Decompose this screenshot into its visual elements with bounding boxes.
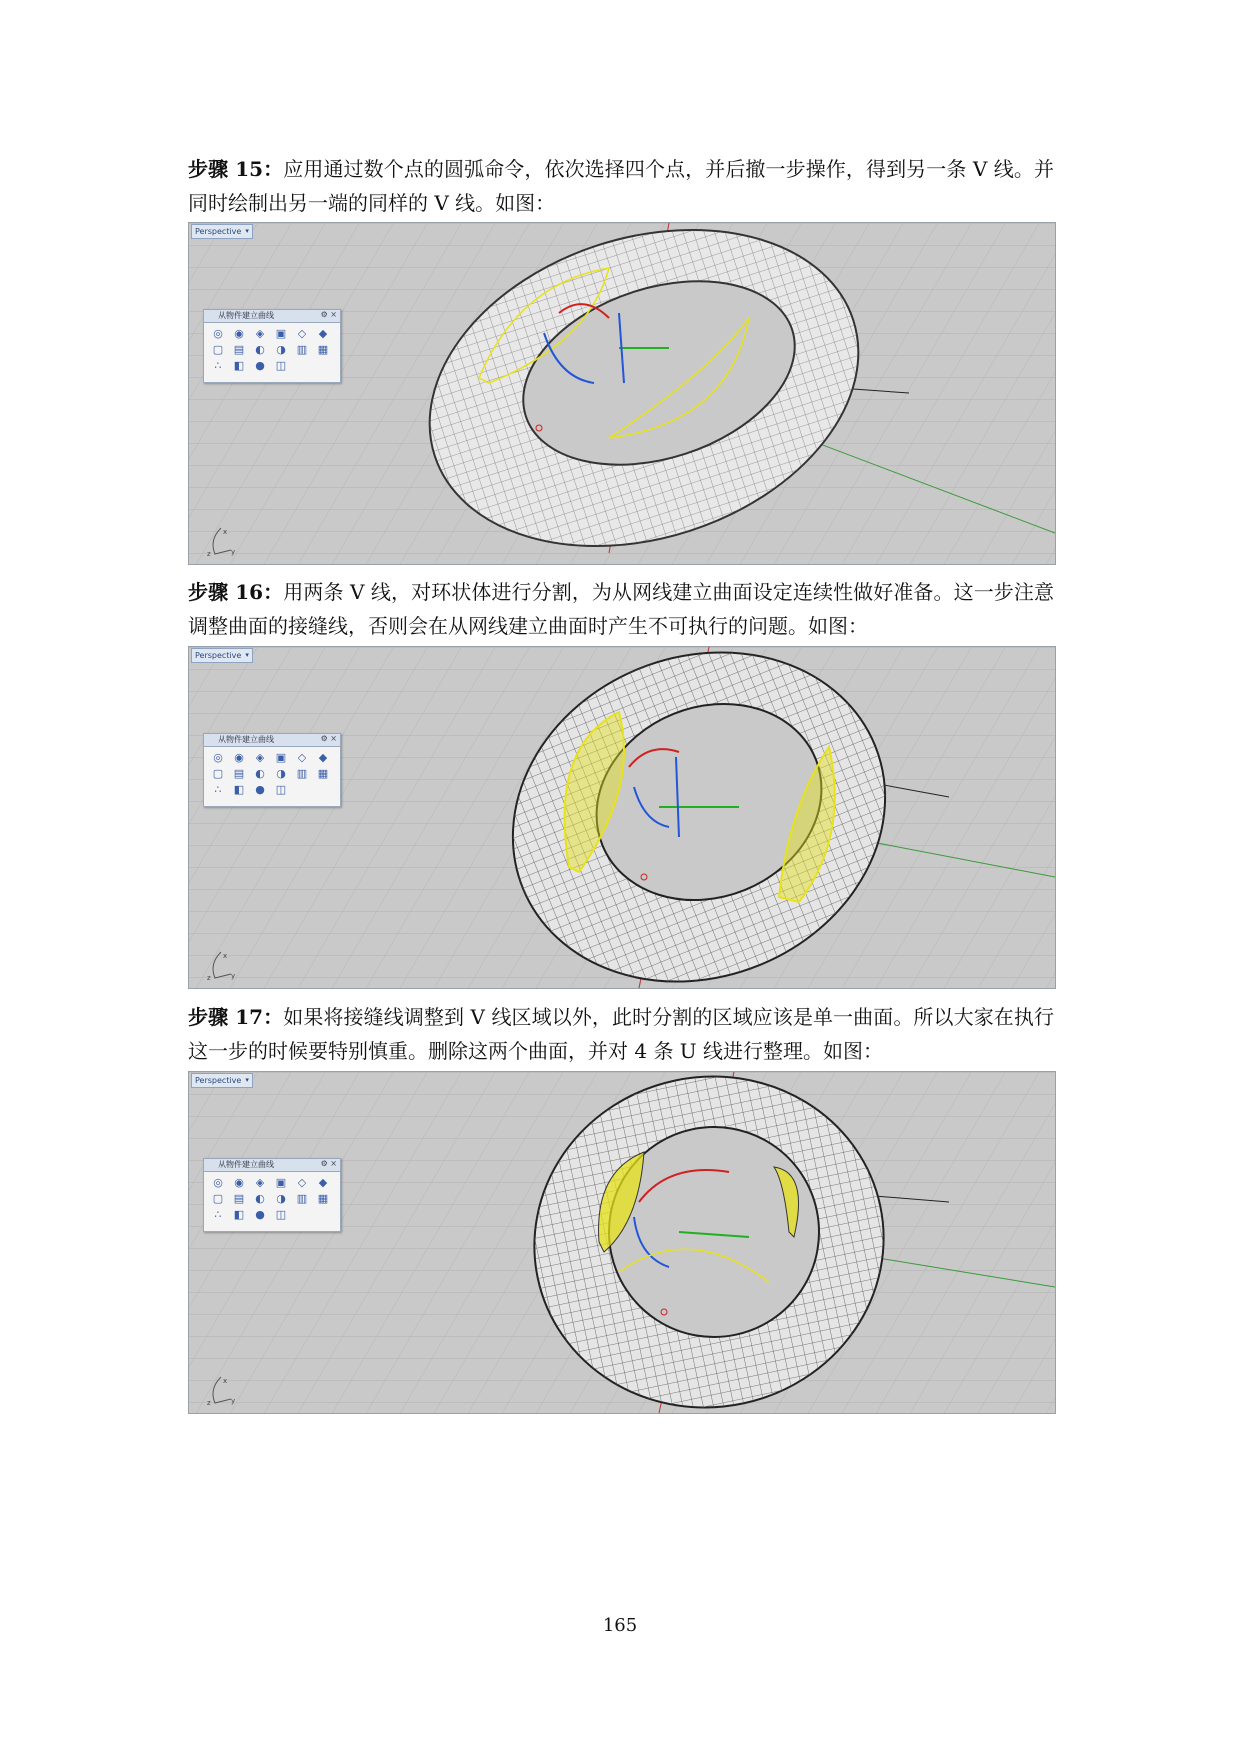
step-16-label: 步骤 16：: [188, 580, 284, 604]
chevron-down-icon[interactable]: ▾: [245, 651, 249, 659]
curve-tool-icon[interactable]: ◫: [275, 783, 287, 796]
toolbar-title: 从物件建立曲线: [204, 310, 340, 323]
curve-tool-icon[interactable]: ●: [255, 783, 265, 796]
curve-tool-icon[interactable]: ◧: [233, 359, 245, 372]
curve-tool-icon[interactable]: ▣: [275, 751, 287, 764]
step-17-text: 如果将接缝线调整到 V 线区域以外，此时分割的区域应该是单一曲面。所以大家在执行这一步的时候要特别慎重。删除这两个曲面，并对 4 条 U 线进行整理。如图：: [188, 1005, 1054, 1063]
curve-tool-icon[interactable]: ◈: [255, 751, 265, 764]
curve-tool-icon[interactable]: ◉: [234, 327, 244, 340]
svg-text:z: z: [207, 1399, 211, 1407]
viewport-tab-label: Perspective: [195, 227, 242, 236]
curve-tool-icon[interactable]: ∴: [214, 1208, 222, 1221]
svg-text:x: x: [223, 1377, 228, 1385]
toolbar-title: 从物件建立曲线: [204, 1159, 340, 1172]
curve-tool-icon[interactable]: ◐: [255, 1192, 265, 1205]
curve-tool-icon[interactable]: ▤: [233, 767, 245, 780]
page-number: 165: [602, 1615, 638, 1636]
viewport-tab-1[interactable]: [191, 224, 253, 239]
curve-tool-icon[interactable]: ▣: [275, 1176, 287, 1189]
curve-tool-icon[interactable]: ◎: [213, 327, 223, 340]
curve-tool-icon[interactable]: ◈: [255, 327, 265, 340]
curve-tool-icon[interactable]: ◉: [234, 751, 244, 764]
curve-tool-icon[interactable]: ●: [255, 1208, 265, 1221]
viewport-tab-3[interactable]: [191, 1073, 253, 1088]
svg-text:z: z: [207, 550, 211, 558]
curve-tool-icon[interactable]: ◑: [276, 343, 286, 356]
step-15-paragraph: [188, 152, 1054, 220]
toolbar-controls[interactable]: ⚙ ×: [320, 1159, 337, 1168]
torus-scene-3: [189, 1072, 1055, 1413]
curve-tool-icon[interactable]: ◑: [276, 1192, 286, 1205]
viewport-tab-2[interactable]: [191, 648, 253, 663]
svg-text:x: x: [223, 528, 228, 536]
torus-scene-2: [189, 647, 1055, 988]
curve-tool-icon[interactable]: ▦: [317, 343, 329, 356]
step-17-paragraph: [188, 1000, 1054, 1068]
curve-tool-icon[interactable]: ◧: [233, 1208, 245, 1221]
curve-tool-icon[interactable]: ◧: [233, 783, 245, 796]
torus-scene-1: [189, 223, 1055, 564]
curve-tool-icon[interactable]: ◆: [318, 327, 328, 340]
curve-from-objects-toolbar-1[interactable]: [203, 309, 341, 383]
curve-tool-icon[interactable]: ◇: [297, 327, 307, 340]
axis-gizmo-icon: [201, 948, 241, 982]
viewport-tab-label: Perspective: [195, 1076, 242, 1085]
curve-tool-icon[interactable]: ▣: [275, 327, 287, 340]
rhino-perspective-viewport-1[interactable]: [188, 222, 1056, 565]
curve-tool-icon[interactable]: ◫: [275, 359, 287, 372]
curve-tool-icon[interactable]: ∴: [214, 783, 222, 796]
curve-tool-icon[interactable]: ▥: [296, 1192, 308, 1205]
curve-tool-icon[interactable]: ◇: [297, 1176, 307, 1189]
toolbar-title: 从物件建立曲线: [204, 734, 340, 747]
step-15-label: 步骤 15：: [188, 157, 284, 181]
svg-text:y: y: [231, 1397, 236, 1405]
step-17-label: 步骤 17：: [188, 1005, 284, 1029]
svg-text:x: x: [223, 952, 228, 960]
curve-tool-icon[interactable]: ∴: [214, 359, 222, 372]
curve-tool-icon[interactable]: ▢: [212, 1192, 224, 1205]
curve-tool-icon[interactable]: ▦: [317, 1192, 329, 1205]
toolbar-controls[interactable]: ⚙ ×: [320, 734, 337, 743]
curve-tool-icon[interactable]: ▤: [233, 343, 245, 356]
rhino-perspective-viewport-2[interactable]: [188, 646, 1056, 989]
curve-tool-icon[interactable]: ◇: [297, 751, 307, 764]
curve-tool-icon[interactable]: ◈: [255, 1176, 265, 1189]
step-16-paragraph: [188, 575, 1054, 643]
curve-tool-icon[interactable]: ◐: [255, 767, 265, 780]
curve-tool-icon[interactable]: ◎: [213, 1176, 223, 1189]
curve-tool-icon[interactable]: ◆: [318, 1176, 328, 1189]
chevron-down-icon[interactable]: ▾: [245, 227, 249, 235]
step-15-text: 应用通过数个点的圆弧命令，依次选择四个点，并后撤一步操作，得到另一条 V 线。并同时绘制出另一端的同样的 V 线。如图：: [188, 157, 1054, 215]
curve-from-objects-toolbar-2[interactable]: [203, 733, 341, 807]
svg-text:y: y: [231, 548, 236, 556]
curve-tool-icon[interactable]: ●: [255, 359, 265, 372]
viewport-tab-label: Perspective: [195, 651, 242, 660]
curve-tool-icon[interactable]: ◉: [234, 1176, 244, 1189]
axis-gizmo-icon: [201, 524, 241, 558]
curve-tool-icon[interactable]: ▥: [296, 343, 308, 356]
curve-tool-icon[interactable]: ▢: [212, 767, 224, 780]
curve-tool-icon[interactable]: ▤: [233, 1192, 245, 1205]
axis-gizmo-icon: [201, 1373, 241, 1407]
curve-tool-icon[interactable]: ▥: [296, 767, 308, 780]
svg-text:y: y: [231, 972, 236, 980]
toolbar-controls[interactable]: ⚙ ×: [320, 310, 337, 319]
curve-tool-icon[interactable]: ◐: [255, 343, 265, 356]
curve-tool-icon[interactable]: ◎: [213, 751, 223, 764]
curve-tool-icon[interactable]: ▢: [212, 343, 224, 356]
svg-text:z: z: [207, 974, 211, 982]
step-16-text: 用两条 V 线，对环状体进行分割，为从网线建立曲面设定连续性做好准备。这一步注意调整曲面的接缝线，否则会在从网线建立曲面时产生不可执行的问题。如图：: [188, 580, 1054, 638]
rhino-perspective-viewport-3[interactable]: [188, 1071, 1056, 1414]
chevron-down-icon[interactable]: ▾: [245, 1076, 249, 1084]
curve-tool-icon[interactable]: ◫: [275, 1208, 287, 1221]
curve-tool-icon[interactable]: ▦: [317, 767, 329, 780]
curve-tool-icon[interactable]: ◑: [276, 767, 286, 780]
curve-from-objects-toolbar-3[interactable]: [203, 1158, 341, 1232]
curve-tool-icon[interactable]: ◆: [318, 751, 328, 764]
